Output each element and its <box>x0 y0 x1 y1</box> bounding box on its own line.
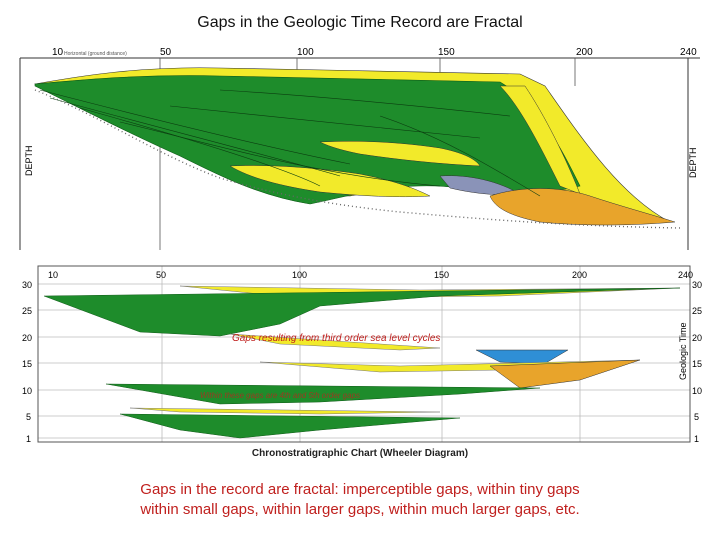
depth-label-right: DEPTH <box>688 147 698 178</box>
wheeler-caption: Chronostratigraphic Chart (Wheeler Diagram) <box>251 448 469 459</box>
cs-tick-100: 100 <box>297 47 314 58</box>
wh-y-tick-15-right: 15 <box>692 359 703 369</box>
wh-y-tick-1-right: 1 <box>694 434 700 444</box>
wh-y-tick-1: 1 <box>26 434 32 444</box>
wh-y-tick-30-right: 30 <box>692 280 703 290</box>
cs-tick-150: 150 <box>438 47 455 58</box>
annotation-third-order: Gaps resulting from third order sea level cycles <box>232 333 441 344</box>
cs-tick-200: 200 <box>576 47 593 58</box>
annotation-fourth-fifth: Within these gaps are 4th and 5th order gaps <box>200 391 361 400</box>
wh-y-tick-10: 10 <box>22 386 33 396</box>
wheeler-diagram <box>20 262 703 460</box>
wh-y-tick-20-right: 20 <box>692 333 703 343</box>
wh-x-tick-240: 240 <box>678 270 694 280</box>
wh-x-tick-150: 150 <box>434 270 450 280</box>
cs-tick-50: 50 <box>160 47 172 58</box>
cs-tick-240: 240 <box>680 47 697 58</box>
cs-tick-10: 10 <box>52 47 64 58</box>
wh-x-tick-100: 100 <box>292 270 308 280</box>
bottom-caption-line-1: Gaps in the record are fractal: imperceptible gaps, within tiny gaps <box>140 481 580 498</box>
depth-label-left: DEPTH <box>24 145 34 176</box>
wh-y-tick-25: 25 <box>22 306 33 316</box>
wh-y-tick-5-right: 5 <box>694 412 700 422</box>
wh-x-tick-200: 200 <box>572 270 588 280</box>
wh-y-axis-label: Geologic Time <box>678 322 688 380</box>
wh-x-tick-50: 50 <box>156 270 167 280</box>
page-title: Gaps in the Geologic Time Record are Fractal <box>197 14 523 31</box>
cs-distance-label: Horizontal (ground distance) <box>64 51 127 57</box>
wh-y-tick-15: 15 <box>22 359 33 369</box>
wh-y-tick-20: 20 <box>22 333 33 343</box>
wh-y-tick-30: 30 <box>22 280 33 290</box>
wh-y-tick-25-right: 25 <box>692 306 703 316</box>
wh-y-tick-10-right: 10 <box>692 386 703 396</box>
wh-y-tick-5: 5 <box>26 412 32 422</box>
cross-section-diagram <box>20 46 700 252</box>
bottom-caption-line-2: within small gaps, within larger gaps, within much larger gaps, etc. <box>140 501 580 518</box>
bottom-caption <box>0 480 720 520</box>
wh-x-tick-10: 10 <box>48 270 59 280</box>
